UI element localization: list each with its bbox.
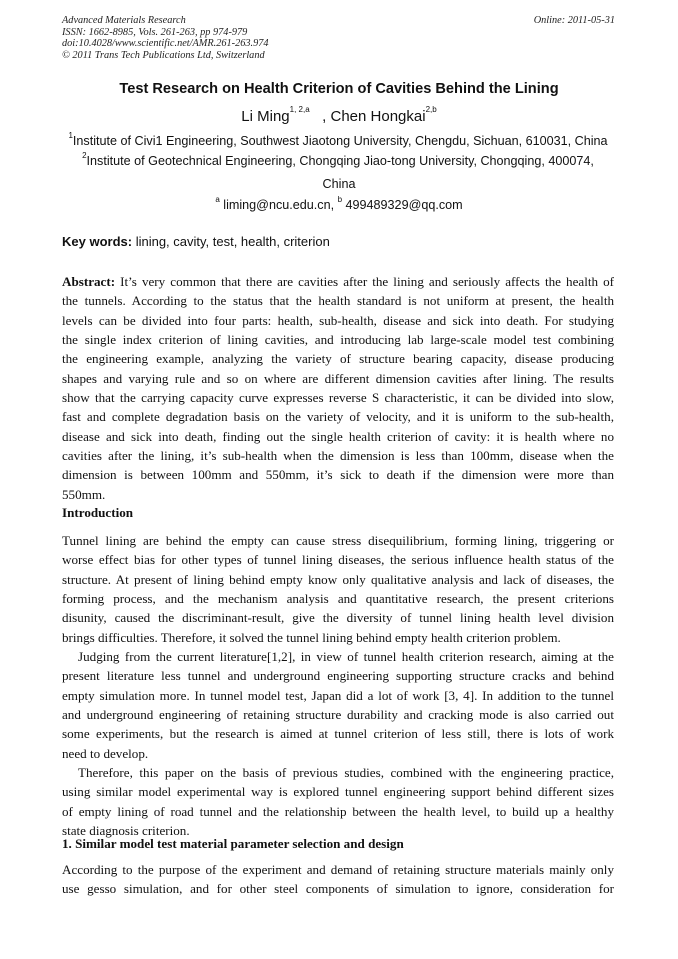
line-text: shapes and varying rule and so on where are different dimension cavities after lining. The results (62, 370, 614, 386)
introduction-body (62, 531, 614, 841)
text-line (62, 446, 614, 465)
line-text: and underground engineering of retaining structure durability and cracking mode is also carried out (62, 707, 614, 723)
line-text: Tunnel lining are behind the empty can cause stress disequilibrium, forming lining, triggering or (62, 533, 614, 548)
text-line (62, 763, 614, 782)
text-line (62, 485, 614, 504)
line-text: use gesso simulation, and for other steel components of simulation to ignore, consideration for (62, 881, 614, 897)
text-line (62, 782, 614, 801)
line-text: state diagnosis criterion. (62, 823, 190, 839)
email-a-sup: a (215, 195, 220, 204)
text-line (62, 744, 614, 763)
affiliation-2-cont: China (322, 177, 356, 191)
keywords-label: Key words: (62, 234, 133, 249)
text-line (62, 724, 614, 743)
line-text: the single index criterion of lining cavities, and introducing lab large-scale model test combining (62, 332, 614, 348)
email-b: 499489329@qq.com (342, 198, 463, 212)
line-text: cavities after the lining, it’s sub-health when the dimension is less than 100mm, disease when the (62, 448, 614, 464)
text-line (62, 705, 614, 724)
text-line (62, 349, 614, 368)
copyright: © 2011 Trans Tech Publications Ltd, Switzerland (62, 50, 265, 62)
text-line (62, 647, 614, 666)
text-line (62, 628, 614, 647)
text-line (62, 860, 614, 879)
text-line (62, 311, 614, 330)
line-text: the engineering example, analyzing the variety of structure bearing capacity, disease producing (62, 351, 614, 367)
text-line (62, 570, 614, 589)
text-line (62, 465, 614, 484)
text-line (62, 589, 614, 608)
keywords (62, 234, 330, 249)
text-line (62, 550, 614, 569)
online-date: Online: 2011-05-31 (533, 15, 615, 26)
affiliation-2 (62, 151, 614, 168)
text-line (62, 802, 614, 821)
line-text: levels can be divided into four parts: health, sub-health, disease and sick into death. For studying (62, 312, 614, 328)
issn: ISSN: 1662-8985, Vols. 261-263, pp 974-979 (62, 26, 248, 38)
text-line (62, 666, 614, 685)
line-text: forming process, and the mechanism analysis and quantitative research, the present criterions (62, 591, 614, 607)
authors (0, 105, 678, 125)
paper-title: Test Research on Health Criterion of Cavities Behind the Lining (119, 81, 559, 97)
text-line (62, 879, 614, 898)
text-line (62, 272, 614, 291)
line-text: structure. At present of lining behind empty know only qualitative analysis and lack of diseases, the (62, 571, 614, 587)
line-text: According to the purpose of the experiment and demand of retaining structure materials mainly only (62, 862, 614, 877)
section-1-heading: 1. Similar model test material parameter selection and design (62, 836, 404, 851)
line-text: 550mm. (62, 486, 106, 502)
line-text: empty simulation more. In tunnel model test, Japan did a lot of work [3, 4]. In addition to the tunnel (62, 687, 614, 703)
line-text: the tunnels. According to the status that the health standard is not uniform at present, the health (62, 293, 614, 309)
line-text: using similar model experimental way is explored tunnel engineering support behind different sizes (62, 784, 614, 800)
line-text: of empty lining of road tunnel and the relationship between the health level, to build up a healthy (62, 803, 614, 819)
line-text: It’s very common that there are cavities after the lining and seriously affects the health of (115, 274, 614, 289)
abstract (62, 272, 614, 504)
email-b-sup: b (337, 195, 343, 204)
line-text: Therefore, this paper on the basis of previous studies, combined with the engineering practice, (78, 765, 614, 781)
text-line (62, 608, 614, 627)
line-text: some experiments, but the research is aimed at tunnel criterion of less still, there is lots of work (62, 726, 614, 742)
doi: doi:10.4028/www.scientific.net/AMR.261-263.974 (62, 38, 269, 50)
author-2-sup: 2,b (425, 105, 437, 114)
line-text: Judging from the current literature[1,2], in view of tunnel health criterion research, aiming at the (78, 649, 614, 665)
email-a: liming@ncu.edu.cn, (219, 198, 338, 212)
emails (0, 195, 678, 212)
line-text: disease and sick into death, finding out the single health criterion of cavity: it is health where no (62, 428, 614, 444)
aff1-text: Institute of Civi1 Engineering, Southwest Jiaotong University, Chengdu, Sichuan, 610031, China (72, 134, 608, 148)
text-line (62, 330, 614, 349)
line-text: present literature less tunnel and underground engineering supporting structure cracks and behind (62, 668, 614, 684)
text-line (62, 369, 614, 388)
author-1-sup: 1, 2,a (289, 105, 310, 114)
journal-name: Advanced Materials Research (62, 15, 186, 26)
text-line (62, 531, 614, 550)
affiliation-1 (62, 131, 614, 148)
text-line (62, 427, 614, 446)
text-line (62, 291, 614, 310)
author-1: Li Ming (241, 108, 290, 125)
line-text: dimension is between 100mm and 550mm, it’s sick to death if the dimension were more than (62, 467, 614, 483)
line-text: fast and complete degradation basis on the variety of velocity, and it is uniform to the sub-health, (62, 409, 614, 425)
line-text: worse effect bias for other types of tunnel lining diseases, the serious influence health status of the (62, 552, 614, 568)
line-text: brings difficulties. Therefore, it solved the tunnel lining behind empty health criterion problem. (62, 629, 561, 645)
text-line (62, 686, 614, 705)
aff2-text: Institute of Geotechnical Engineering, Chongqing Jiao-tong University, Chongqing, 400074, (86, 154, 594, 168)
text-line (62, 407, 614, 426)
section-1-body (62, 860, 614, 899)
aff2-sup: 2 (82, 151, 87, 160)
line-text: show that the carrying capacity curve expresses reverse S characteristic, it can be divided into slow, (62, 390, 614, 406)
text-line (62, 388, 614, 407)
keywords-text: lining, cavity, test, health, criterion (132, 234, 330, 249)
journal-info (62, 15, 269, 62)
line-text: disunity, caused the discriminant-result, give the diversity of tunnel lining health level division (62, 610, 614, 626)
introduction-heading: Introduction (62, 505, 134, 520)
abstract-label: Abstract: (62, 274, 116, 289)
line-text: need to develop. (62, 745, 149, 761)
author-2: , Chen Hongkai (318, 108, 426, 125)
aff1-sup: 1 (68, 131, 73, 140)
